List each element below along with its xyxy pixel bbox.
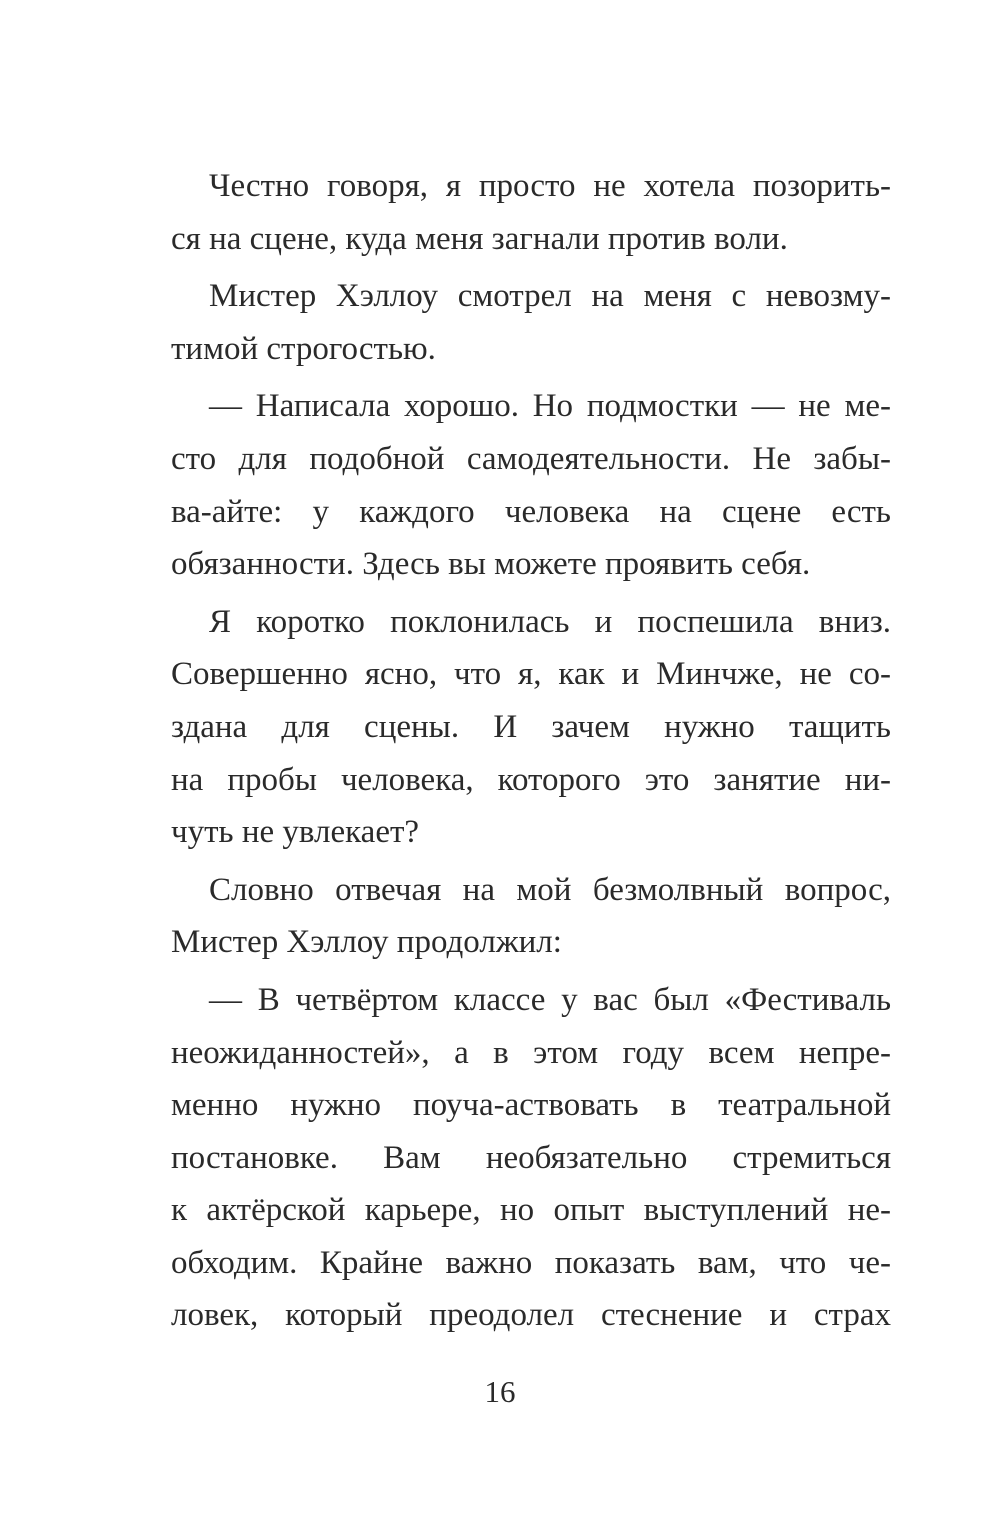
text-line: здана для сцены. И зачем нужно тащить: [171, 708, 891, 745]
text-line: ва-айте: у каждого человека на сцене есть: [171, 493, 891, 530]
page-number: 16: [484, 1374, 516, 1409]
text-line: Совершенно ясно, что я, как и Минчже, не со-: [171, 656, 891, 693]
text-line: сто для подобной самодеятельности. Не забы-: [171, 440, 891, 477]
text-line: тимой строгостью.: [171, 330, 436, 367]
text-line: на пробы человека, которого это занятие ни-: [171, 761, 891, 798]
text-line: — Написала хорошо. Но подмостки — не ме-: [209, 388, 891, 425]
text-line: обходим. Крайне важно показать вам, что че-: [171, 1244, 891, 1281]
text-line: — В четвёртом классе у вас был «Фестиваль: [209, 981, 891, 1018]
text-line: Мистер Хэллоу смотрел на меня с невозму-: [209, 278, 891, 315]
text-line: Мистер Хэллоу продолжил:: [171, 924, 562, 961]
text-line: Словно отвечая на мой безмолвный вопрос,: [209, 871, 891, 908]
text-line: менно нужно поуча-аствовать в театральной: [171, 1087, 891, 1124]
text-line: ловек, который преодолел стеснение и страх: [171, 1297, 891, 1334]
text-line: чуть не увлекает?: [171, 814, 420, 851]
text-line: обязанности. Здесь вы можете проявить себя.: [171, 546, 811, 583]
body-text: [171, 160, 891, 1342]
text-line: Честно говоря, я просто не хотела позорить-: [209, 168, 891, 204]
text-line: Я коротко поклонилась и поспешила вниз.: [209, 603, 891, 640]
text-line: постановке. Вам необязательно стремиться: [171, 1139, 891, 1176]
text-line: неожиданностей», а в этом году всем непре-: [171, 1034, 891, 1071]
text-line: к актёрской карьере, но опыт выступлений не-: [171, 1192, 891, 1229]
text-line: ся на сцене, куда меня загнали против воли.: [171, 220, 788, 257]
